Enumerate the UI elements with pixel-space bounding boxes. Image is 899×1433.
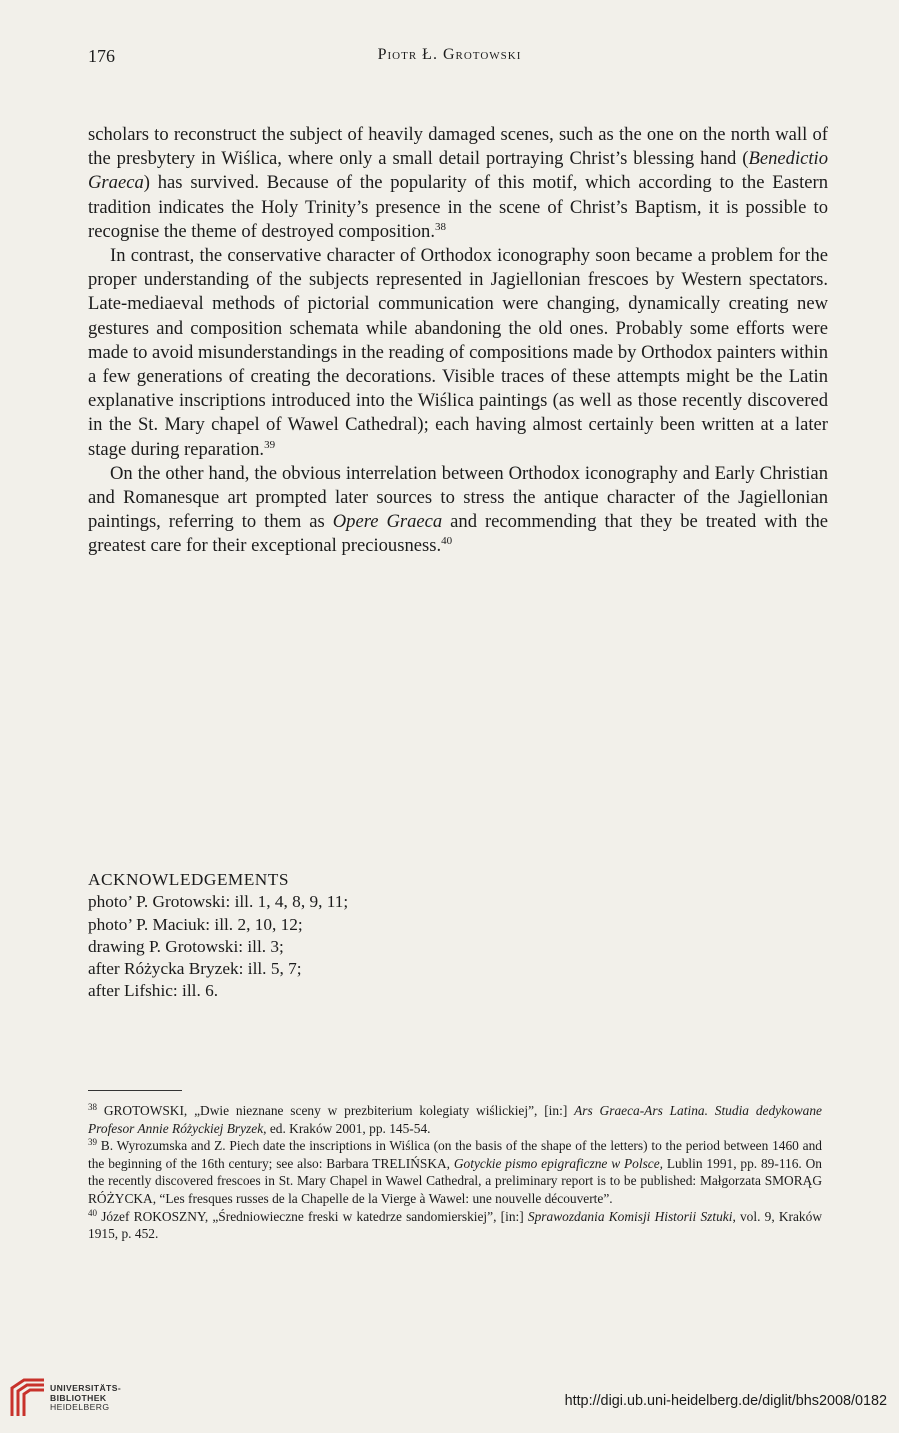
main-text xyxy=(88,123,828,559)
acknowledgements-heading: ACKNOWLEDGEMENTS xyxy=(88,870,289,889)
acknowledgement-line: photo’ P. Grotowski: ill. 1, 4, 8, 9, 11; xyxy=(88,892,349,912)
acknowledgement-line: after Różycka Bryzek: ill. 5, 7; xyxy=(88,959,302,979)
footnote-text: , vol. 9, Kraków 1915, p. 452. xyxy=(88,1208,822,1242)
paragraph-3-italic: Opere Graeca xyxy=(332,511,443,533)
footnote-ref-39[interactable]: 39 xyxy=(264,438,276,451)
acknowledgement-line: drawing P. Grotowski: ill. 3; xyxy=(88,936,284,956)
paragraph-3 xyxy=(88,462,828,559)
paragraph-3-text-b: and recommending that they be treated with the greatest care for their exceptional preciousness. xyxy=(88,511,828,557)
footnote-39 xyxy=(88,1137,822,1207)
footnote-italic: Sprawozdania Komisji Historii Sztuki xyxy=(527,1208,733,1224)
acknowledgement-line: after Lifshic: ill. 6. xyxy=(88,981,219,1001)
footnote-text: B. Wyrozumska and Z. Piech date the inscriptions in Wiślica (on the basis of the shape of the letters) to the period between 1460 and the beginning of the 16th century; see also: Barbara TRELIŃSKA, xyxy=(88,1138,822,1171)
library-name-line-1: UNIVERSITÄTS- xyxy=(50,1383,122,1393)
acknowledgement-line: photo’ P. Maciuk: ill. 2, 10, 12; xyxy=(88,914,303,934)
library-name-line-2: BIBLIOTHEK xyxy=(50,1392,107,1403)
footnote-italic: Ars Graeca-Ars Latina. Studia dedykowane Profesor Annie Różyckiej Bryzek xyxy=(88,1103,823,1136)
paragraph-2-text: In contrast, the conservative character of Orthodox iconography soon became a problem for the proper understanding of the subjects represented in Jagiellonian frescoes by Western spectators. Late-mediaeval methods of pictorial communication were changing, dynamically creating new gestures and composition schemata while abandoning the old ones. Probably some efforts were made to avoid misunderstandings in the reading of compositions made by Orthodox painters within a few generations of creating the decorations. Visible traces of these attempts might be the Latin explanative inscriptions introduced into the Wiślica paintings (as well as those recently discovered in the St. Mary chapel of Wawel Cathedral); each having almost certainly been written at a later stage during reparation. xyxy=(88,245,829,460)
footnote-38 xyxy=(88,1102,822,1137)
footnote-text: Lublin 1991, pp. 89-116. On the recently discovered frescoes in St. Mary Chapel in Wawel Cathedral, a preliminary report is to be published: Małgorzata SMORĄG RÓŻYCKA, “Les fresques russes de la Chapelle de la Vierge à Wawel: une nouvelle découverte”. xyxy=(88,1155,822,1206)
library-name[interactable] xyxy=(50,1384,121,1413)
footnote-ref-40[interactable]: 40 xyxy=(441,535,453,548)
paragraph-1-text-a: scholars to reconstruct the subject of heavily damaged scenes, such as the one on the north wall of the presbytery in Wiślica, where only a small detail portraying Christ’s blessing hand ( xyxy=(88,124,828,170)
footnotes xyxy=(88,1102,822,1243)
paragraph-3-text-a: On the other hand, the obvious interrelation between Orthodox iconography and Early Christian and Romanesque art prompted later sources to stress the antique character of the Jagiellonian paintings, referring to them as xyxy=(88,462,828,533)
paragraph-2 xyxy=(88,244,828,462)
paragraph-1-text-b: ) has survived. Because of the popularity of this motif, which according to the Eastern tradition indicates the Holy Trinity’s presence in the scene of Christ’s Baptism, it is possible to recognise the theme of destroyed composition. xyxy=(88,172,828,242)
footnote-divider xyxy=(88,1090,182,1091)
footnote-number: 40 xyxy=(88,1207,97,1218)
footnote-text: , ed. Kraków 2001, pp. 145-54. xyxy=(263,1120,431,1136)
paragraph-1-italic: Benedictio Graeca xyxy=(88,148,828,194)
footnote-40 xyxy=(88,1208,822,1243)
acknowledgements xyxy=(88,869,588,1003)
source-url-link[interactable]: http://digi.ub.uni-heidelberg.de/diglit/bhs2008/0182 xyxy=(564,1393,887,1409)
running-head: Piotr Ł. Grotowski xyxy=(377,46,522,63)
paragraph-1 xyxy=(88,123,828,244)
library-name-line-3: HEIDELBERG xyxy=(50,1402,110,1413)
footnote-italic: Gotyckie pismo epigraficzne w Polsce, xyxy=(453,1155,664,1171)
footnote-number: 38 xyxy=(88,1102,97,1112)
footnote-number: 39 xyxy=(88,1137,97,1148)
footnote-text: Józef ROKOSZNY, „Średniowieczne freski w katedrze sandomierskiej”, [in:] xyxy=(97,1208,528,1224)
library-logo-icon[interactable] xyxy=(8,1376,48,1420)
footnote-ref-38[interactable]: 38 xyxy=(435,220,446,233)
page-number: 176 xyxy=(88,46,115,66)
footnote-text: GROTOWSKI, „Dwie nieznane sceny w prezbiterium kolegiaty wiślickiej”, [in:] xyxy=(97,1103,575,1118)
